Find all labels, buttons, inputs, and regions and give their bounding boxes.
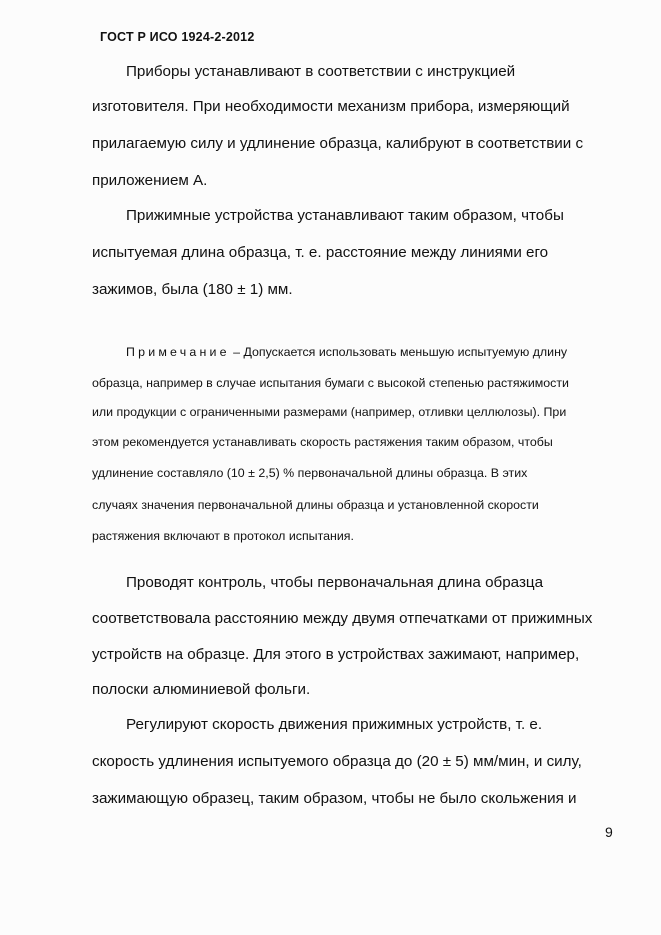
note-label: Примечание — [126, 345, 230, 359]
paragraph-3-line-4: полоски алюминиевой фольги. — [92, 681, 311, 698]
document-header: ГОСТ Р ИСО 1924-2-2012 — [100, 30, 255, 44]
paragraph-1-line-4: приложением А. — [92, 172, 208, 189]
paragraph-4-line-3: зажимающую образец, таким образом, чтобы не было скольжения и — [92, 790, 577, 807]
note-line-6: случаях значения первоначальной длины образца и установленной скорости — [92, 498, 539, 512]
page-number: 9 — [605, 824, 613, 840]
paragraph-1-line-2: изготовителя. При необходимости механизм прибора, измеряющий — [92, 98, 570, 115]
paragraph-4-line-2: скорость удлинения испытуемого образца до (20 ± 5) мм/мин, и силу, — [92, 753, 582, 770]
note-line-1 — [126, 345, 567, 359]
paragraph-2-line-2: испытуемая длина образца, т. е. расстояние между линиями его — [92, 244, 549, 261]
note-dash: – — [229, 345, 244, 359]
note-line-4: этом рекомендуется устанавливать скорость растяжения таким образом, чтобы — [92, 435, 553, 449]
note-line-3: или продукции с ограниченными размерами (например, отливки целлюлозы). При — [92, 405, 567, 419]
paragraph-1-line-1: Приборы устанавливают в соответствии с инструкцией — [126, 63, 516, 80]
paragraph-2-line-3: зажимов, была (180 ± 1) мм. — [92, 281, 293, 298]
paragraph-3-line-1: Проводят контроль, чтобы первоначальная длина образца — [126, 574, 544, 591]
paragraph-2-line-1: Прижимные устройства устанавливают таким образом, чтобы — [126, 207, 564, 224]
note-line-7: растяжения включают в протокол испытания. — [92, 529, 354, 543]
paragraph-4-line-1: Регулируют скорость движения прижимных устройств, т. е. — [126, 716, 543, 733]
note-text-1: Допускается использовать меньшую испытуемую длину — [243, 345, 568, 359]
note-line-5: удлинение составляло (10 ± 2,5) % первоначальной длины образца. В этих — [92, 466, 528, 480]
note-line-2: образца, например в случае испытания бумаги с высокой степенью растяжимости — [92, 376, 569, 390]
paragraph-3-line-3: устройств на образце. Для этого в устройствах зажимают, например, — [92, 646, 580, 663]
paragraph-3-line-2: соответствовала расстоянию между двумя отпечатками от прижимных — [92, 610, 593, 627]
paragraph-1-line-3: прилагаемую силу и удлинение образца, калибруют в соответствии с — [92, 135, 584, 152]
